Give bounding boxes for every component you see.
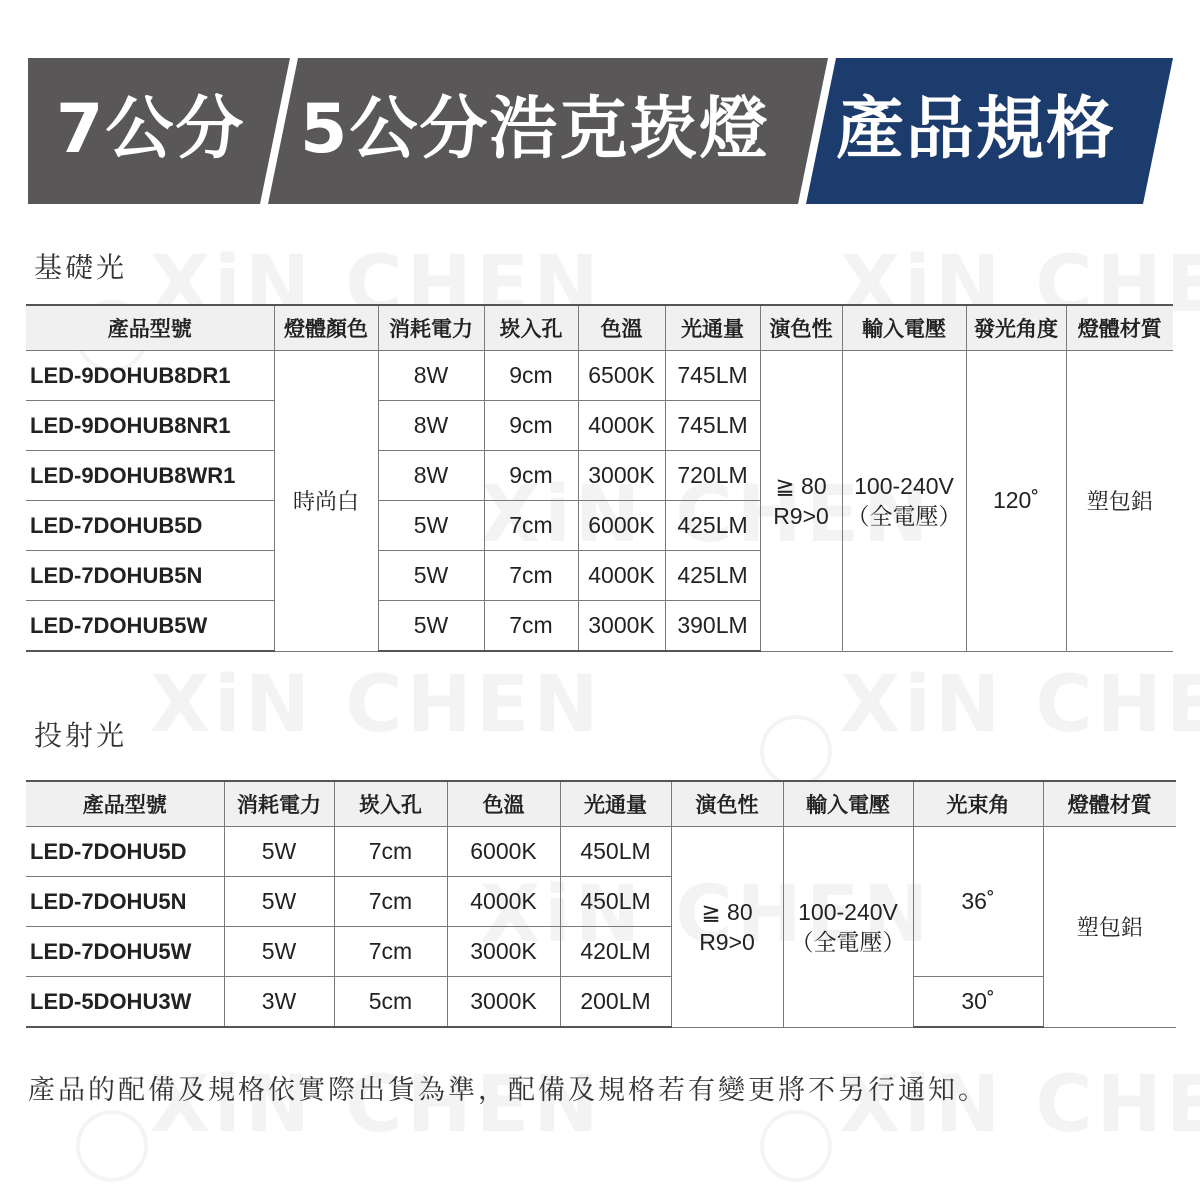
hole-cell: 7cm [484,601,578,652]
watermark-logo-icon [760,715,832,787]
lumen-cell: 425LM [665,551,760,601]
table-row [26,827,1176,877]
r9-value: R9>0 [699,928,755,955]
beam-angle-cell: 36˚ [913,827,1043,977]
model-cell: LED-9DOHUB8DR1 [26,351,274,401]
power-cell: 8W [378,351,484,401]
cri-value: ≧ 80 [775,472,827,499]
header-cell: 光通量 [665,305,760,351]
cct-cell: 3000K [578,451,665,501]
title-banner [28,58,1173,204]
header-cell: 光通量 [560,781,671,827]
watermark-brand [840,660,1200,750]
table-row [26,351,1173,401]
power-cell: 8W [378,451,484,501]
cct-cell: 4000K [447,877,560,927]
model-cell: LED-7DOHUB5N [26,551,274,601]
header-cell: 燈體顏色 [274,305,378,351]
header-cell: 崁入孔 [484,305,578,351]
header-cell: 演色性 [671,781,783,827]
power-cell: 5W [378,501,484,551]
lumen-cell: 450LM [560,877,671,927]
voltage-cell [783,827,913,1028]
model-cell: LED-7DOHU5W [26,927,224,977]
cct-cell: 4000K [578,401,665,451]
model-cell: LED-7DOHUB5D [26,501,274,551]
header-cell: 發光角度 [966,305,1066,351]
color-cell: 時尚白 [274,351,378,652]
power-cell: 5W [224,827,334,877]
header-cell: 燈體材質 [1066,305,1173,351]
lumen-cell: 745LM [665,401,760,451]
cct-cell: 3000K [578,601,665,652]
power-cell: 3W [224,977,334,1028]
banner-spec-title: 產品規格 [836,90,1117,169]
section-title-spot: 投射光 [34,719,128,752]
watermark-logo-icon [76,1110,148,1182]
cct-cell: 6500K [578,351,665,401]
angle-cell: 120˚ [966,351,1066,652]
watermark-brand [150,660,602,750]
watermark-logo-icon [760,1110,832,1182]
beam-angle-cell: 30˚ [913,977,1043,1028]
power-cell: 8W [378,401,484,451]
hole-cell: 7cm [334,827,447,877]
lumen-cell: 745LM [665,351,760,401]
hole-cell: 7cm [484,501,578,551]
table-header-row [26,781,1176,827]
hole-cell: 7cm [484,551,578,601]
lumen-cell: 420LM [560,927,671,977]
hole-cell: 9cm [484,351,578,401]
power-cell: 5W [378,601,484,652]
section-title-basic: 基礎光 [34,251,128,284]
model-cell: LED-9DOHUB8WR1 [26,451,274,501]
header-cell: 消耗電力 [378,305,484,351]
power-cell: 5W [224,877,334,927]
header-cell: 產品型號 [26,781,224,827]
cct-cell: 4000K [578,551,665,601]
header-cell: 光束角 [913,781,1043,827]
r9-value: R9>0 [773,502,829,529]
banner-product-name: 5公分浩克崁燈 [300,90,770,169]
voltage-value: 100-240V [798,898,898,925]
table-header-row [26,305,1173,351]
cri-cell [671,827,783,1028]
lumen-cell: 720LM [665,451,760,501]
cri-value: ≧ 80 [701,898,753,925]
header-cell: 崁入孔 [334,781,447,827]
power-cell: 5W [224,927,334,977]
cct-cell: 6000K [578,501,665,551]
voltage-note: （全電壓） [790,928,906,955]
hole-cell: 9cm [484,451,578,501]
spot-spec-table [26,780,1176,1028]
header-cell: 色溫 [447,781,560,827]
header-cell: 燈體材質 [1043,781,1176,827]
header-cell: 產品型號 [26,305,274,351]
lumen-cell: 450LM [560,827,671,877]
hole-cell: 9cm [484,401,578,451]
voltage-note: （全電壓） [846,502,962,529]
hole-cell: 7cm [334,877,447,927]
disclaimer-note: 產品的配備及規格依實際出貨為準，配備及規格若有變更將不另行通知。 [28,1075,988,1106]
cct-cell: 6000K [447,827,560,877]
table-row [26,977,1176,1028]
header-cell: 演色性 [760,305,842,351]
model-cell: LED-9DOHUB8NR1 [26,401,274,451]
model-cell: LED-7DOHUB5W [26,601,274,652]
cri-cell [760,351,842,652]
hole-cell: 5cm [334,977,447,1028]
cct-cell: 3000K [447,977,560,1028]
voltage-cell [842,351,966,652]
hole-cell: 7cm [334,927,447,977]
header-cell: 消耗電力 [224,781,334,827]
header-cell: 色溫 [578,305,665,351]
model-cell: LED-7DOHU5D [26,827,224,877]
lumen-cell: 200LM [560,977,671,1028]
voltage-value: 100-240V [854,472,954,499]
power-cell: 5W [378,551,484,601]
lumen-cell: 425LM [665,501,760,551]
banner-size-label: 7公分 [56,90,246,169]
model-cell: LED-7DOHU5N [26,877,224,927]
header-cell: 輸入電壓 [783,781,913,827]
lumen-cell: 390LM [665,601,760,652]
cct-cell: 3000K [447,927,560,977]
material-cell: 塑包鋁 [1066,351,1173,652]
material-cell: 塑包鋁 [1043,827,1176,1028]
model-cell: LED-5DOHU3W [26,977,224,1028]
basic-spec-table [26,304,1173,652]
header-cell: 輸入電壓 [842,305,966,351]
